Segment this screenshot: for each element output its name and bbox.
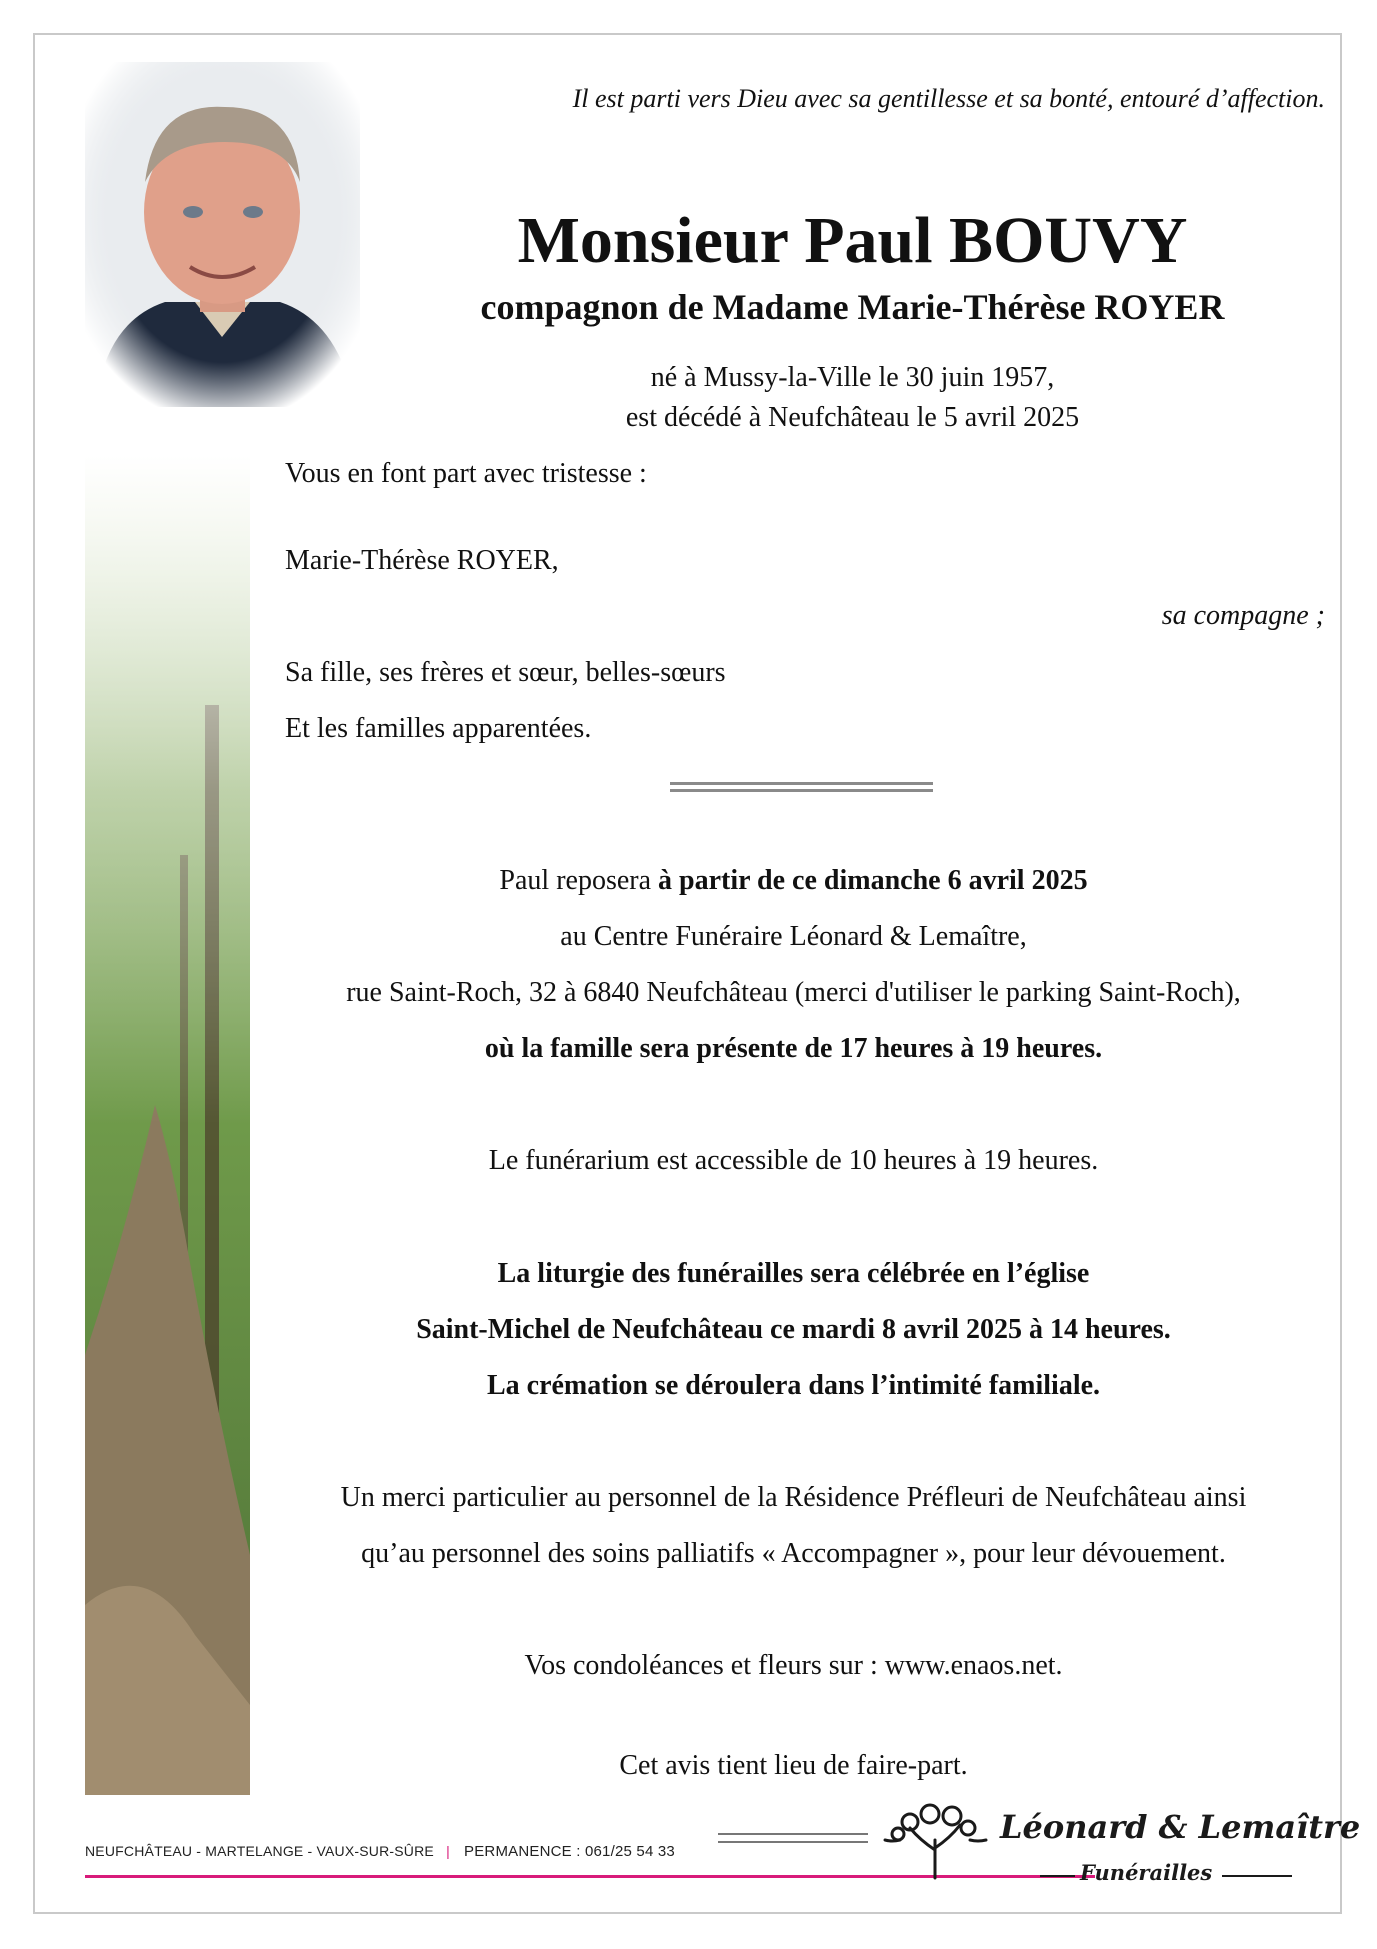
footer-divider: | [446,1843,450,1859]
section-divider [670,782,933,792]
rest-address: rue Saint-Roch, 32 à 6840 Neufchâteau (merci d'utiliser le parking Saint-Roch), [346,977,1241,1008]
birth-line: né à Mussy-la-Ville le 30 juin 1957, [650,362,1055,393]
announce-intro: Vous en font part avec tristesse : [285,458,647,489]
rest-place: au Centre Funéraire Léonard & Lemaître, [560,921,1027,952]
cremation-line: La crémation se déroulera dans l’intimité familiale. [486,1370,1101,1401]
liturgy-line-1: La liturgie des funérailles sera célébrée en l’église [497,1258,1090,1289]
family-companion-role: sa compagne ; [1161,600,1325,631]
footer-info [85,1843,675,1860]
thanks-line-1: Un merci particulier au personnel de la Résidence Préfleuri de Neufchâteau ainsi [340,1482,1247,1513]
footer-permanence: PERMANENCE : 061/25 54 33 [464,1843,675,1860]
footer-locations: NEUFCHÂTEAU - MARTELANGE - VAUX-SUR-SÛRE [85,1843,434,1859]
family-relatives: Et les familles apparentées. [285,713,592,744]
family-companion: Marie-Thérèse ROYER, [285,545,559,576]
tree-logo-icon [880,1800,990,1880]
death-line: est décédé à Neufchâteau le 5 avril 2025 [625,402,1080,433]
rest-line [262,865,1325,897]
companion-line: compagnon de Madame Marie-Thérèse ROYER [480,287,1225,327]
rest-date: à partir de ce dimanche 6 avril 2025 [658,865,1088,896]
forest-path-image [85,455,250,1795]
logo-company-name: Léonard & Lemaître [1000,1808,1361,1846]
logo-subtitle: Funérailles [1080,1860,1213,1885]
logo-divider [718,1833,868,1843]
family-children: Sa fille, ses frères et sœur, belles-sœurs [285,657,726,688]
liturgy-line-2: Saint-Michel de Neufchâteau ce mardi 8 avril 2025 à 14 heures. [416,1314,1171,1345]
funerarium-access: Le funérarium est accessible de 10 heures à 19 heures. [488,1145,1099,1176]
faire-part-line: Cet avis tient lieu de faire-part. [619,1750,968,1781]
deceased-name: Monsieur Paul BOUVY [517,204,1188,277]
opening-quote: Il est parti vers Dieu avec sa gentillesse et sa bonté, entouré d’affection. [572,84,1325,113]
rest-prefix: Paul reposera [499,865,652,896]
logo-dash-left [1040,1875,1075,1877]
thanks-line-2: qu’au personnel des soins palliatifs « Accompagner », pour leur dévouement. [361,1538,1226,1569]
condolences-line: Vos condoléances et fleurs sur : www.enaos.net. [524,1650,1063,1681]
birth-death-dates [380,358,1325,438]
portrait-photo [85,62,360,407]
logo-dash-right [1222,1875,1292,1877]
rest-family-hours: où la famille sera présente de 17 heures à 19 heures. [484,1033,1103,1064]
